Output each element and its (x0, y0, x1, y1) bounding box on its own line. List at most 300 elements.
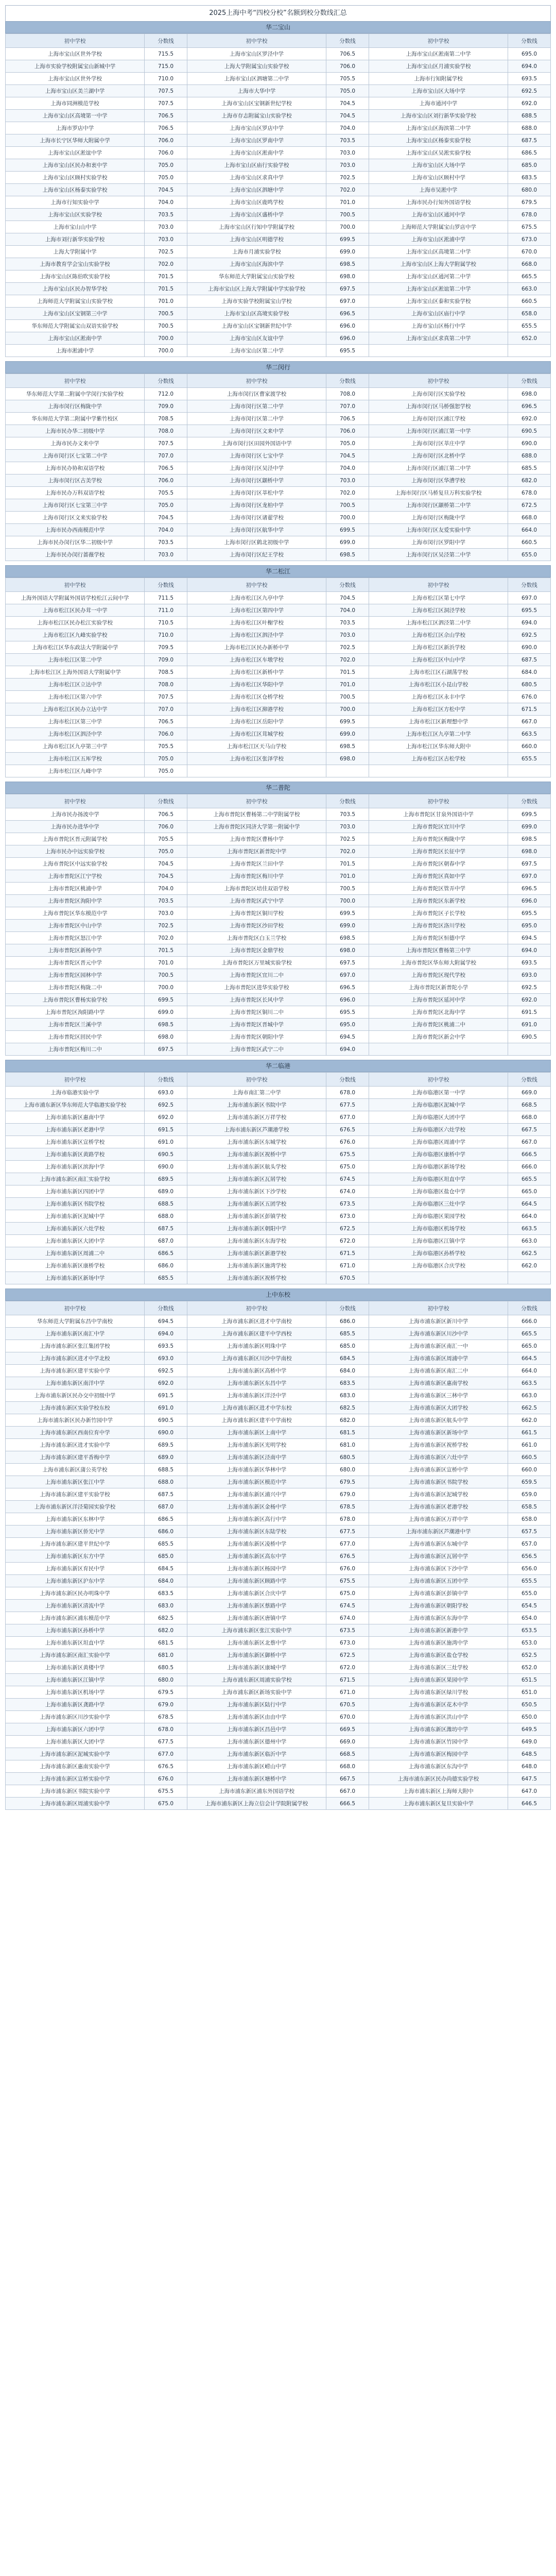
score-cell: 665.0 (508, 1340, 551, 1352)
table-row (6, 883, 551, 895)
table-row (6, 1439, 551, 1451)
school-cell: 上海市行知附属学校 (369, 73, 508, 85)
score-cell: 704.5 (326, 592, 369, 604)
score-cell: 703.5 (145, 209, 187, 221)
school-cell: 上海市闵行区浦江第二中学 (369, 462, 508, 474)
score-cell: 666.5 (508, 1148, 551, 1161)
school-cell: 上海市浦东新区民办尚德实验学校 (369, 1773, 508, 1785)
school-cell: 上海市宝山区世外学校 (6, 73, 145, 85)
column-header-school: 初中学校 (187, 34, 326, 48)
school-cell: 上海市闵行区航华中学 (187, 524, 326, 536)
table-header-row (6, 374, 551, 388)
score-cell: 688.0 (508, 450, 551, 462)
column-header-school: 初中学校 (369, 34, 508, 48)
score-cell: 708.0 (326, 388, 369, 400)
score-cell: 674.0 (326, 1185, 369, 1198)
school-cell: 上海市松江区新浜学校 (369, 641, 508, 654)
school-cell: 上海市宝山区庙行实验学校 (187, 159, 326, 172)
score-cell: 672.5 (508, 499, 551, 512)
table-row (6, 765, 551, 777)
score-cell: 705.5 (145, 833, 187, 845)
school-cell: 上海市浦东新区建平实验中学 (6, 1365, 145, 1377)
score-cell: 676.5 (326, 1124, 369, 1136)
score-cell: 658.0 (508, 1513, 551, 1526)
score-cell: 674.5 (326, 1173, 369, 1185)
score-cell: 680.5 (508, 679, 551, 691)
score-cell: 709.0 (145, 400, 187, 413)
school-cell: 上海市浦东新区崂山中学 (187, 1760, 326, 1773)
score-cell: 682.0 (326, 1414, 369, 1427)
score-cell: 699.5 (326, 716, 369, 728)
table-row (6, 691, 551, 703)
school-cell: 上海市刘行新华实验学校 (6, 233, 145, 246)
score-cell: 699.0 (326, 536, 369, 549)
school-cell: 上海市闵行区实验学校 (369, 388, 508, 400)
school-cell: 上海市闵行区莘松中学 (187, 487, 326, 499)
score-cell: 710.5 (145, 617, 187, 629)
score-cell: 702.0 (326, 654, 369, 666)
score-cell: 688.0 (145, 1210, 187, 1223)
table-row (6, 1624, 551, 1637)
score-cell: 692.5 (145, 1099, 187, 1111)
school-cell: 上海市松江区新桥中学 (187, 666, 326, 679)
score-cell: 703.0 (326, 629, 369, 641)
school-cell: 上海市普陀区中远实验学校 (6, 858, 145, 870)
school-cell: 上海市普陀区华东师大附属学校 (369, 957, 508, 969)
score-cell: 663.5 (508, 728, 551, 740)
score-cell: 663.0 (508, 283, 551, 295)
score-cell: 667.5 (326, 1773, 369, 1785)
school-cell: 上海市浦东新区三林中学 (369, 1389, 508, 1402)
table-row (6, 1563, 551, 1575)
school-cell: 上海市普陀区朝春中学 (369, 858, 508, 870)
score-cell: 699.5 (326, 233, 369, 246)
school-cell: 上海市闵行区浦江学校 (369, 413, 508, 425)
score-cell: 704.5 (145, 870, 187, 883)
school-cell: 上海市月浦实验学校 (187, 246, 326, 258)
score-cell: 699.0 (326, 246, 369, 258)
school-cell (369, 1043, 508, 1056)
score-table (5, 794, 551, 1056)
score-cell: 701.0 (145, 295, 187, 308)
table-row (6, 400, 551, 413)
school-cell: 上海市浦东新区潍坊中学 (369, 1723, 508, 1736)
school-cell: 华东师范大学第二附属中学闵行实验学校 (6, 388, 145, 400)
school-cell: 华东师范大学附属宝山实验学校 (187, 270, 326, 283)
section-title: 华二闵行 (5, 361, 551, 374)
school-cell: 上海市浦东新区凌桥中学 (187, 1538, 326, 1550)
score-cell: 685.5 (145, 1272, 187, 1284)
score-cell: 703.5 (326, 617, 369, 629)
table-row (6, 388, 551, 400)
table-row (6, 233, 551, 246)
score-cell: 683.5 (145, 1587, 187, 1600)
table-row (6, 1365, 551, 1377)
school-cell: 上海市闵行区七宝中学 (187, 450, 326, 462)
score-cell: 684.0 (508, 666, 551, 679)
score-cell: 687.5 (508, 654, 551, 666)
school-cell: 上海市浦东新区陆行中学 (187, 1699, 326, 1711)
school-cell: 上海市宝山区高境第二中学 (369, 246, 508, 258)
school-cell: 上海市浦东新区芦潮港学校 (187, 1124, 326, 1136)
score-cell: 701.0 (326, 679, 369, 691)
score-cell: 704.0 (326, 604, 369, 617)
score-cell: 702.5 (326, 833, 369, 845)
score-cell: 670.0 (326, 1711, 369, 1723)
school-cell: 上海市宝山区陈伯吹实验学校 (6, 270, 145, 283)
document-page (5, 5, 551, 1810)
school-cell: 上海市民办西南模范中学 (6, 524, 145, 536)
score-cell: 687.5 (508, 134, 551, 147)
school-cell: 上海市浦东新区南汇实验学校 (6, 1173, 145, 1185)
school-cell: 上海市松江区佘山学校 (369, 629, 508, 641)
school-cell: 上海市松江区民办松江实验学校 (6, 617, 145, 629)
school-cell: 上海市松江区九亭中学 (187, 592, 326, 604)
column-header-score: 分数线 (508, 578, 551, 592)
score-cell: 695.0 (326, 1019, 369, 1031)
score-cell: 706.5 (145, 808, 187, 821)
school-cell: 上海市普陀区子长学校 (369, 907, 508, 920)
school-cell: 上海市临港区周浦中学 (369, 1136, 508, 1148)
table-row (6, 1748, 551, 1760)
column-header-score: 分数线 (508, 374, 551, 388)
score-cell: 698.0 (326, 944, 369, 957)
score-cell: 704.0 (326, 462, 369, 474)
school-cell: 上海市普陀区回民中学 (6, 1031, 145, 1043)
score-cell: 677.0 (326, 1538, 369, 1550)
column-header-score: 分数线 (326, 578, 369, 592)
school-cell: 上海市普陀区曹杨中学 (187, 833, 326, 845)
score-cell: 698.0 (326, 753, 369, 765)
score-cell: 688.5 (145, 1198, 187, 1210)
score-cell: 676.0 (326, 1136, 369, 1148)
table-row (6, 1501, 551, 1513)
school-cell: 上海市松江区民办新桥中学 (187, 641, 326, 654)
school-cell: 上海市浦东新区南汇一中 (369, 1340, 508, 1352)
table-row (6, 1550, 551, 1563)
school-cell: 上海市存志附属宝山实验学校 (187, 110, 326, 122)
score-cell: 694.0 (508, 617, 551, 629)
school-cell: 上海市浦东新区高东中学 (187, 1550, 326, 1563)
score-cell: 676.0 (508, 691, 551, 703)
school-cell: 上海市浦东新区东城学校 (187, 1136, 326, 1148)
school-cell: 上海市民办中远实验学校 (6, 845, 145, 858)
school-cell: 上海市闵行区友爱实验中学 (369, 524, 508, 536)
table-row (6, 1402, 551, 1414)
school-cell: 上海市松江区仓桥学校 (187, 691, 326, 703)
score-cell: 671.5 (326, 1247, 369, 1260)
table-row (6, 474, 551, 487)
score-cell: 701.0 (326, 196, 369, 209)
table-header-row (6, 578, 551, 592)
school-cell: 上海市浦东新区东海中学 (369, 1612, 508, 1624)
school-cell: 上海市浦东新区上海立信会计学院附属学校 (187, 1798, 326, 1810)
score-cell: 688.0 (508, 122, 551, 134)
school-cell: 上海市临港区合庆学校 (369, 1260, 508, 1272)
school-cell: 上海市浦东新区实验学校东校 (6, 1402, 145, 1414)
table-row (6, 1161, 551, 1173)
score-cell: 662.5 (508, 1402, 551, 1414)
table-row (6, 1414, 551, 1427)
score-cell: 694.5 (508, 932, 551, 944)
school-cell: 上海市普陀区梅陇二中 (6, 981, 145, 994)
school-cell: 上海市宝山区宝钢新世纪中学 (187, 320, 326, 332)
table-row (6, 1019, 551, 1031)
table-row (6, 1235, 551, 1247)
table-row (6, 1723, 551, 1736)
table-row (6, 1736, 551, 1748)
school-cell: 上海市闵行区吴泾第二中学 (369, 549, 508, 561)
school-cell: 上海市宝山区美兰湖中学 (6, 85, 145, 97)
score-cell (508, 1272, 551, 1284)
school-cell: 上海市闵行区华漕学校 (369, 474, 508, 487)
school-cell: 上海市浦东新区江镇中学 (6, 1674, 145, 1686)
score-cell: 706.0 (145, 474, 187, 487)
school-cell: 上海市浦东新区老港学校 (369, 1501, 508, 1513)
section-title: 华二松江 (5, 565, 551, 578)
school-cell: 上海市浦东新区四团中学 (6, 1185, 145, 1198)
score-cell (508, 765, 551, 777)
school-cell: 上海市浦东新区浦东外国语学校 (187, 1785, 326, 1798)
score-cell: 682.0 (508, 474, 551, 487)
school-cell: 上海市宝山区上海大学附属学校 (369, 258, 508, 270)
column-header-score: 分数线 (508, 794, 551, 808)
table-row (6, 641, 551, 654)
school-cell: 上海市浦东新区模范中学 (187, 1476, 326, 1488)
score-cell: 648.0 (508, 1760, 551, 1773)
school-cell: 上海市普陀区梅川中学 (187, 870, 326, 883)
school-cell: 上海市松江区泗泾中学 (187, 629, 326, 641)
column-header-school: 初中学校 (6, 1301, 145, 1315)
score-cell: 702.0 (326, 845, 369, 858)
score-table (5, 374, 551, 561)
score-cell: 648.5 (508, 1748, 551, 1760)
score-cell: 706.0 (145, 134, 187, 147)
table-row (6, 1427, 551, 1439)
school-cell: 上海市普陀区晋元中学 (6, 957, 145, 969)
school-cell: 上海市浦东新区德州中学 (187, 1736, 326, 1748)
score-table (5, 33, 551, 357)
score-cell: 678.0 (145, 1723, 187, 1736)
score-cell: 677.5 (326, 1099, 369, 1111)
school-cell: 上海市浦东新区书院中学 (187, 1099, 326, 1111)
score-cell: 674.5 (326, 1600, 369, 1612)
school-cell: 上海市浦东新区东陆学校 (187, 1526, 326, 1538)
school-cell: 上海市浦东新区顾路中学 (187, 1575, 326, 1587)
score-cell: 652.5 (508, 1649, 551, 1662)
score-cell: 668.0 (326, 1760, 369, 1773)
column-header-school: 初中学校 (187, 1301, 326, 1315)
school-cell: 上海市松江区石湖荡学校 (369, 666, 508, 679)
score-cell: 675.5 (326, 1148, 369, 1161)
table-row (6, 1760, 551, 1773)
score-cell: 704.5 (326, 450, 369, 462)
score-cell: 691.5 (508, 1006, 551, 1019)
score-cell: 686.0 (326, 1315, 369, 1328)
school-cell: 上海市闵行区第二中学 (187, 413, 326, 425)
column-header-score: 分数线 (508, 1301, 551, 1315)
school-cell: 上海市松江区华东师大附中 (369, 740, 508, 753)
score-cell: 700.5 (145, 969, 187, 981)
column-header-school: 初中学校 (369, 578, 508, 592)
column-header-school: 初中学校 (187, 578, 326, 592)
school-cell: 上海市闵行区莘庄中学 (369, 437, 508, 450)
score-cell: 652.0 (508, 332, 551, 345)
score-cell: 665.0 (508, 1185, 551, 1198)
school-cell: 上海市临港区江镇中学 (369, 1235, 508, 1247)
table-row (6, 981, 551, 994)
table-row (6, 1185, 551, 1198)
school-cell: 上海市松江区九峰实验学校 (6, 629, 145, 641)
score-cell: 699.0 (508, 821, 551, 833)
score-cell: 677.0 (145, 1748, 187, 1760)
table-row (6, 270, 551, 283)
school-cell: 上海市临港区孙桥学校 (369, 1247, 508, 1260)
school-cell: 上海市浦东新区朝阳中学 (187, 1223, 326, 1235)
score-cell: 683.5 (326, 1377, 369, 1389)
school-cell: 上海市浦东新区绿川学校 (369, 1686, 508, 1699)
school-cell: 上海市浦东新区滨海中学 (6, 1161, 145, 1173)
score-cell: 676.5 (145, 1760, 187, 1773)
school-cell: 上海大学附属中学 (6, 246, 145, 258)
school-cell: 上海市浦东新区西南位育中学 (6, 1427, 145, 1439)
score-cell: 700.5 (145, 320, 187, 332)
school-cell: 上海市宝山区吴淞实验学校 (369, 147, 508, 159)
score-cell: 689.5 (145, 1439, 187, 1451)
score-cell: 668.0 (508, 1111, 551, 1124)
school-cell: 上海外国语大学附属外国语学校松江云间中学 (6, 592, 145, 604)
school-cell: 上海市松江区泗泾第二中学 (369, 617, 508, 629)
score-cell: 700.0 (326, 703, 369, 716)
school-cell: 上海市闵行区古美学校 (6, 474, 145, 487)
column-header-school: 初中学校 (6, 374, 145, 388)
school-cell: 上海市罗店中学 (6, 122, 145, 134)
score-cell: 698.0 (326, 270, 369, 283)
score-cell: 701.5 (145, 270, 187, 283)
school-cell: 上海市普陀区洵阳路中学 (6, 1006, 145, 1019)
school-cell: 上海市宝山区民办和衷中学 (6, 159, 145, 172)
school-cell: 上海市浦东新区施湾中学 (369, 1637, 508, 1649)
school-cell: 上海市宝山山中学 (6, 221, 145, 233)
school-cell: 上海市浦东新区建平中学西校 (187, 1328, 326, 1340)
table-row (6, 1087, 551, 1099)
score-cell: 662.5 (508, 1247, 551, 1260)
score-cell: 691.0 (508, 1019, 551, 1031)
score-cell: 705.5 (145, 487, 187, 499)
score-cell: 647.5 (508, 1773, 551, 1785)
school-cell: 上海市浦东新区川沙实验中学 (6, 1711, 145, 1723)
score-cell: 671.5 (326, 1674, 369, 1686)
score-cell: 702.0 (326, 487, 369, 499)
school-cell: 上海市临港区坦直中学 (369, 1173, 508, 1185)
table-row (6, 1272, 551, 1284)
score-cell: 693.5 (145, 1340, 187, 1352)
score-cell: 700.0 (145, 345, 187, 357)
section-title: 华二普陀 (5, 782, 551, 794)
school-cell: 上海市闵行区七宝第二中学 (6, 450, 145, 462)
table-row (6, 1686, 551, 1699)
table-row (6, 1043, 551, 1056)
school-cell: 上海市浦东新区周浦二中 (6, 1247, 145, 1260)
school-cell: 上海市松江区第三中学 (6, 716, 145, 728)
score-cell: 700.0 (326, 221, 369, 233)
score-cell: 666.5 (326, 1798, 369, 1810)
score-cell: 689.5 (145, 1173, 187, 1185)
school-cell: 上海市普陀区园林中学 (6, 969, 145, 981)
score-cell: 705.0 (145, 845, 187, 858)
table-row (6, 345, 551, 357)
school-cell: 上海市普陀区晋元附属学校 (6, 833, 145, 845)
score-cell: 665.5 (508, 270, 551, 283)
school-cell: 上海市浦东新区唐镇中学 (187, 1612, 326, 1624)
table-row (6, 1111, 551, 1124)
score-cell: 699.0 (145, 1006, 187, 1019)
table-header-row (6, 1073, 551, 1087)
school-cell: 上海市宝山区罗店中学 (187, 122, 326, 134)
school-cell: 上海市宝山区海滨中学 (187, 258, 326, 270)
school-cell: 上海市普陀区华东模范中学 (6, 907, 145, 920)
score-cell: 704.0 (145, 883, 187, 895)
score-cell: 703.0 (326, 147, 369, 159)
score-cell: 705.0 (326, 437, 369, 450)
score-cell: 699.0 (326, 728, 369, 740)
school-cell: 上海市闵行区曹家渡学校 (187, 388, 326, 400)
score-cell: 707.5 (145, 97, 187, 110)
school-cell: 上海市松江区茸城学校 (187, 728, 326, 740)
score-cell: 667.5 (508, 1124, 551, 1136)
school-cell: 上海市浦东新区东林中学 (6, 1513, 145, 1526)
score-cell: 687.0 (145, 1235, 187, 1247)
school-cell: 上海市普陀区管弄中学 (369, 883, 508, 895)
school-cell: 上海市宝山区淞南第二中学 (369, 48, 508, 60)
school-cell: 上海市临港区大团中学 (369, 1111, 508, 1124)
score-cell: 681.5 (326, 1427, 369, 1439)
table-row (6, 413, 551, 425)
table-row (6, 1173, 551, 1185)
score-cell: 661.0 (508, 1439, 551, 1451)
school-cell: 上海市松江区第二中学 (6, 654, 145, 666)
column-header-score: 分数线 (508, 1073, 551, 1087)
score-cell: 659.0 (508, 1488, 551, 1501)
school-cell: 上海市浦东新区张江中学 (6, 1476, 145, 1488)
score-cell: 687.5 (145, 1488, 187, 1501)
score-cell: 693.0 (508, 969, 551, 981)
school-cell: 上海市普陀区兰田中学 (187, 858, 326, 870)
school-cell: 华东师范大学附属东昌中学南校 (6, 1315, 145, 1328)
score-cell: 669.5 (326, 1723, 369, 1736)
score-cell: 668.0 (508, 258, 551, 270)
school-cell: 上海市临港区机场学校 (369, 1223, 508, 1235)
score-cell: 711.0 (145, 604, 187, 617)
score-cell: 691.0 (145, 1136, 187, 1148)
school-cell: 上海市浦东新区建平中学南校 (187, 1414, 326, 1427)
school-cell: 上海市浦东新区大团中学 (6, 1736, 145, 1748)
score-cell: 690.0 (145, 1161, 187, 1173)
score-cell: 707.0 (145, 703, 187, 716)
school-cell: 上海市闵行区纪王学校 (187, 549, 326, 561)
table-row (6, 1538, 551, 1550)
school-cell: 上海市普陀区朝阳中学 (187, 1031, 326, 1043)
score-cell: 673.0 (326, 1637, 369, 1649)
score-cell: 694.5 (145, 1315, 187, 1328)
school-cell: 上海市长宁区华师大附属中学 (6, 134, 145, 147)
school-cell: 上海市普陀区新会中学 (369, 1031, 508, 1043)
school-cell: 上海市松江区立达中学 (6, 679, 145, 691)
school-cell: 上海市闵行区第二中学 (187, 400, 326, 413)
score-cell: 679.5 (145, 1686, 187, 1699)
school-cell: 上海市普陀区北海中学 (369, 1006, 508, 1019)
score-cell: 698.0 (508, 388, 551, 400)
